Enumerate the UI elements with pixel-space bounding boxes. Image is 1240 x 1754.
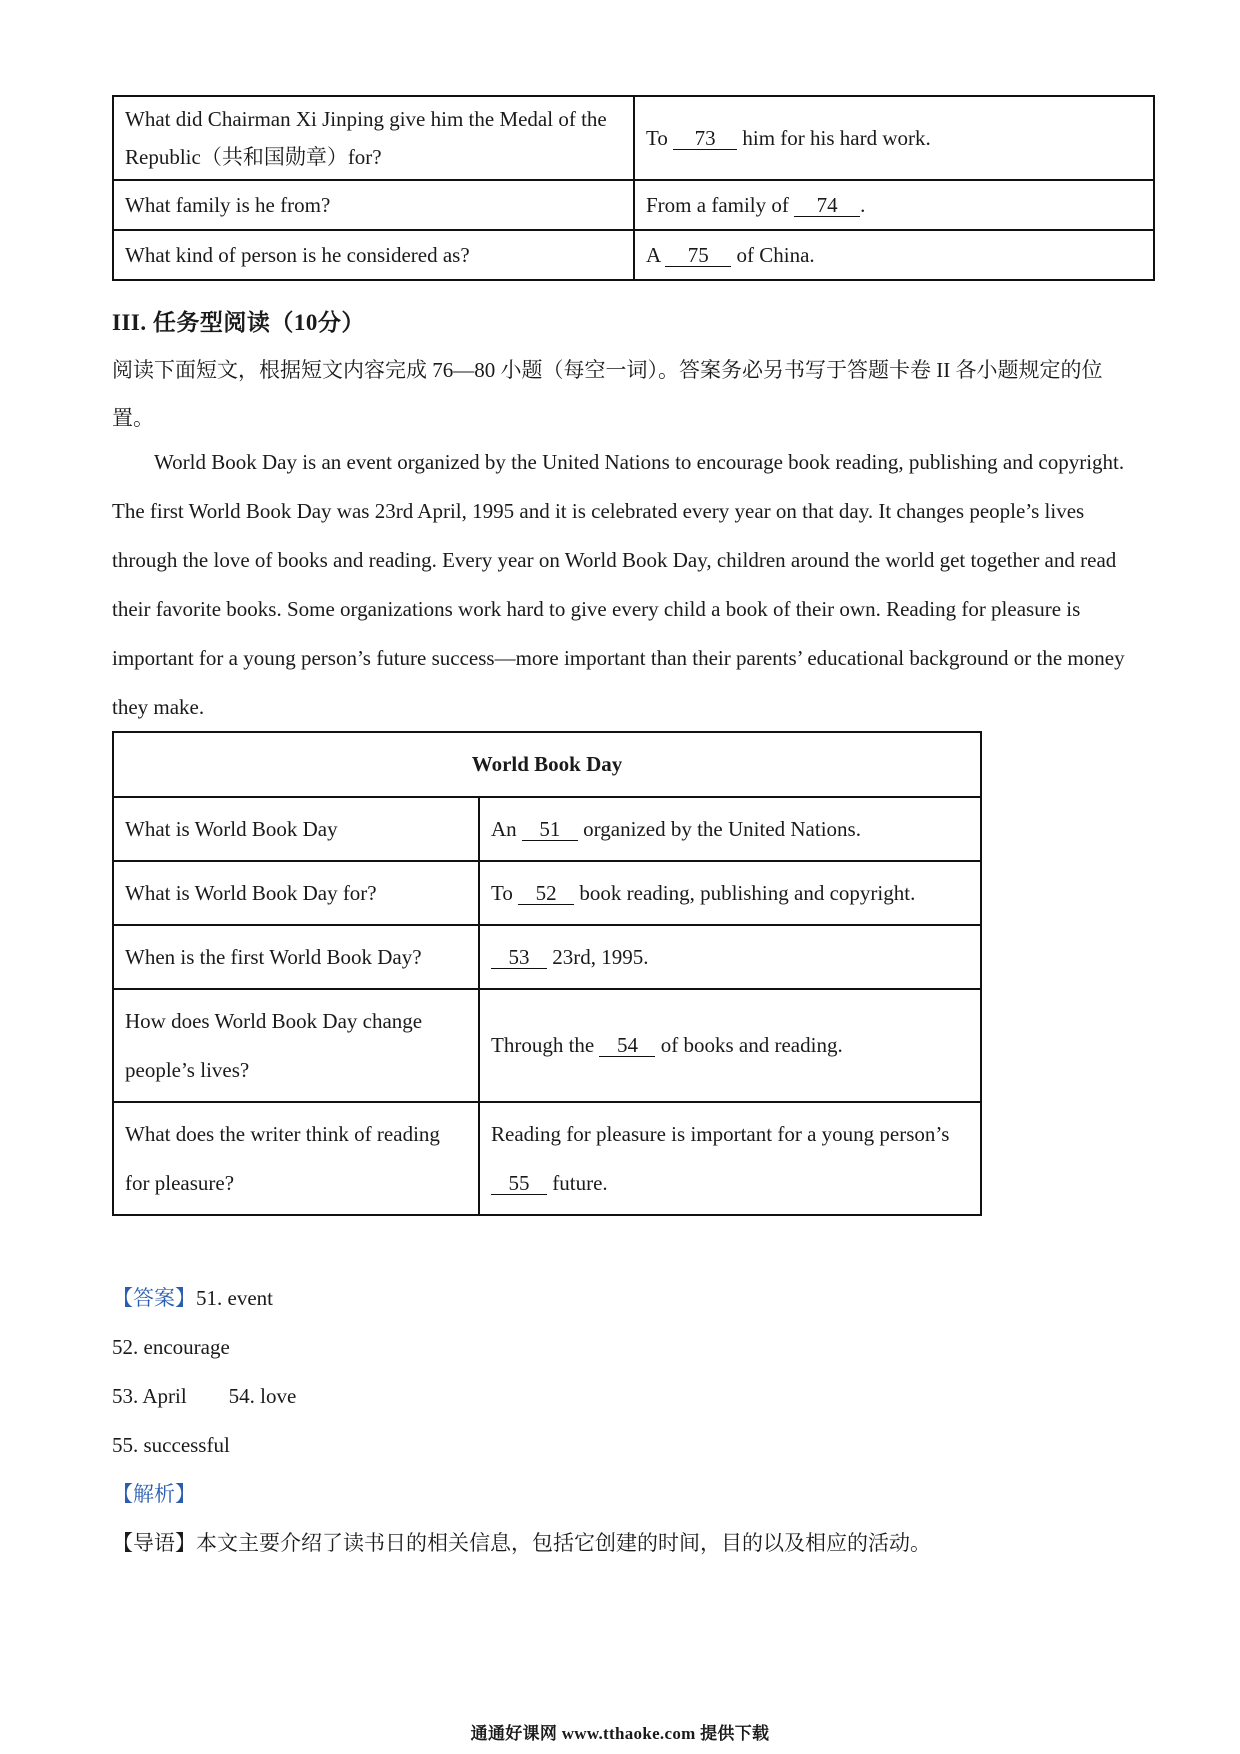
question-cell	[113, 797, 479, 861]
page-footer: 通通好课网 www.tthaoke.com 提供下载	[470, 1724, 770, 1743]
top-table	[112, 95, 1155, 281]
question-cell	[113, 989, 479, 1102]
answer-section	[112, 1274, 931, 1568]
answer-prefix: To	[491, 880, 513, 905]
answer-cell	[479, 989, 981, 1102]
analysis-tag: 【解析】	[112, 1482, 196, 1506]
answer-prefix: An	[491, 816, 517, 841]
answer-suffix: 23rd, 1995.	[552, 944, 649, 969]
answer-cell	[479, 925, 981, 989]
answer-line	[112, 1372, 931, 1421]
section-heading: III. 任务型阅读（10分）	[112, 310, 365, 335]
answer-cell	[634, 96, 1154, 180]
table-row	[113, 1102, 981, 1215]
reading-passage: World Book Day is an event organized by the United Nations to encourage book reading, publishing and copyright. The first World Book Day was 23rd April, 1995 and it is celebrated every year on that day. It changes people’s lives through the love of books and reading. Every year on World Book Day, children around the world get together and read their favorite books. Some organizations work hard to give every child a book of their own. Reading for pleasure is important for a young person’s future success—more important than their parents’ educational background or the money they make.	[112, 450, 1125, 719]
answer-line	[112, 1274, 931, 1323]
answer-suffix: organized by the United Nations.	[583, 816, 861, 841]
answer-prefix: Through the	[491, 1033, 595, 1057]
question-text: How does World Book Day change people’s lives?	[125, 1008, 423, 1082]
answer-prefix: From a family of	[646, 193, 789, 217]
question-text: What does the writer think of reading for pleasure?	[125, 1121, 440, 1195]
table-row	[113, 797, 981, 861]
table-row	[113, 230, 1154, 280]
answer-line	[112, 1323, 931, 1372]
answer-tag: 【答案】	[112, 1286, 196, 1310]
answer-line	[112, 1421, 931, 1470]
answer-cell	[634, 180, 1154, 230]
answer-suffix: of books and reading.	[660, 1033, 843, 1057]
answer-blank: 74	[794, 194, 860, 217]
analysis-line	[112, 1470, 931, 1519]
answer-prefix: A	[646, 243, 661, 267]
question-text: What is World Book Day	[125, 816, 338, 841]
guide-text: 本文主要介绍了读书日的相关信息，包括它创建的时间，目的以及相应的活动。	[196, 1531, 931, 1555]
answer-cell	[479, 797, 981, 861]
table-row	[113, 96, 1154, 180]
instruction-text: 阅读下面短文，根据短文内容完成 76—80 小题（每空一词）。答案务必另书写于答题卡卷 II 各小题规定的位置。	[112, 358, 1103, 430]
answer-prefix: Reading for pleasure is important for a young person’s	[491, 1121, 950, 1146]
answer-54: 54. love	[228, 1384, 297, 1408]
answer-suffix: book reading, publishing and copyright.	[579, 880, 916, 905]
answer-blank: 52	[518, 882, 574, 905]
answer-cell	[634, 230, 1154, 280]
answer-55: 55. successful	[112, 1433, 230, 1457]
main-table	[112, 731, 982, 1216]
answer-blank: 53	[491, 946, 547, 969]
table-title: World Book Day	[113, 732, 981, 797]
question-cell	[113, 230, 634, 280]
table-title-row	[113, 732, 981, 797]
question-cell	[113, 1102, 479, 1215]
answer-cell	[479, 861, 981, 925]
answer-suffix: him for his hard work.	[742, 126, 931, 150]
question-text: What kind of person is he considered as?	[125, 243, 470, 267]
guide-tag: 【导语】	[112, 1531, 196, 1555]
table-row	[113, 989, 981, 1102]
answer-prefix: To	[646, 126, 668, 150]
question-cell	[113, 861, 479, 925]
answer-blank: 73	[673, 127, 737, 150]
answer-blank: 54	[599, 1034, 655, 1057]
answer-cell	[479, 1102, 981, 1215]
question-text: What did Chairman Xi Jinping give him the Medal of the Republic（共和国勋章）for?	[125, 107, 607, 169]
answer-51: 51. event	[196, 1286, 273, 1310]
table-row	[113, 925, 981, 989]
table-row	[113, 861, 981, 925]
answer-suffix: .	[860, 193, 866, 217]
question-text: When is the first World Book Day?	[125, 944, 422, 969]
answer-suffix: future.	[552, 1170, 608, 1195]
answer-blank: 75	[665, 244, 731, 267]
answer-blank: 55	[491, 1172, 547, 1195]
question-text: What family is he from?	[125, 193, 331, 217]
answer-suffix: of China.	[736, 243, 815, 267]
answer-52: 52. encourage	[112, 1335, 230, 1359]
question-text: What is World Book Day for?	[125, 880, 377, 905]
question-cell	[113, 180, 634, 230]
guide-line	[112, 1519, 931, 1568]
table-row	[113, 180, 1154, 230]
answer-53: 53. April	[112, 1384, 187, 1408]
answer-blank: 51	[522, 818, 578, 841]
question-cell	[113, 925, 479, 989]
question-cell	[113, 96, 634, 180]
